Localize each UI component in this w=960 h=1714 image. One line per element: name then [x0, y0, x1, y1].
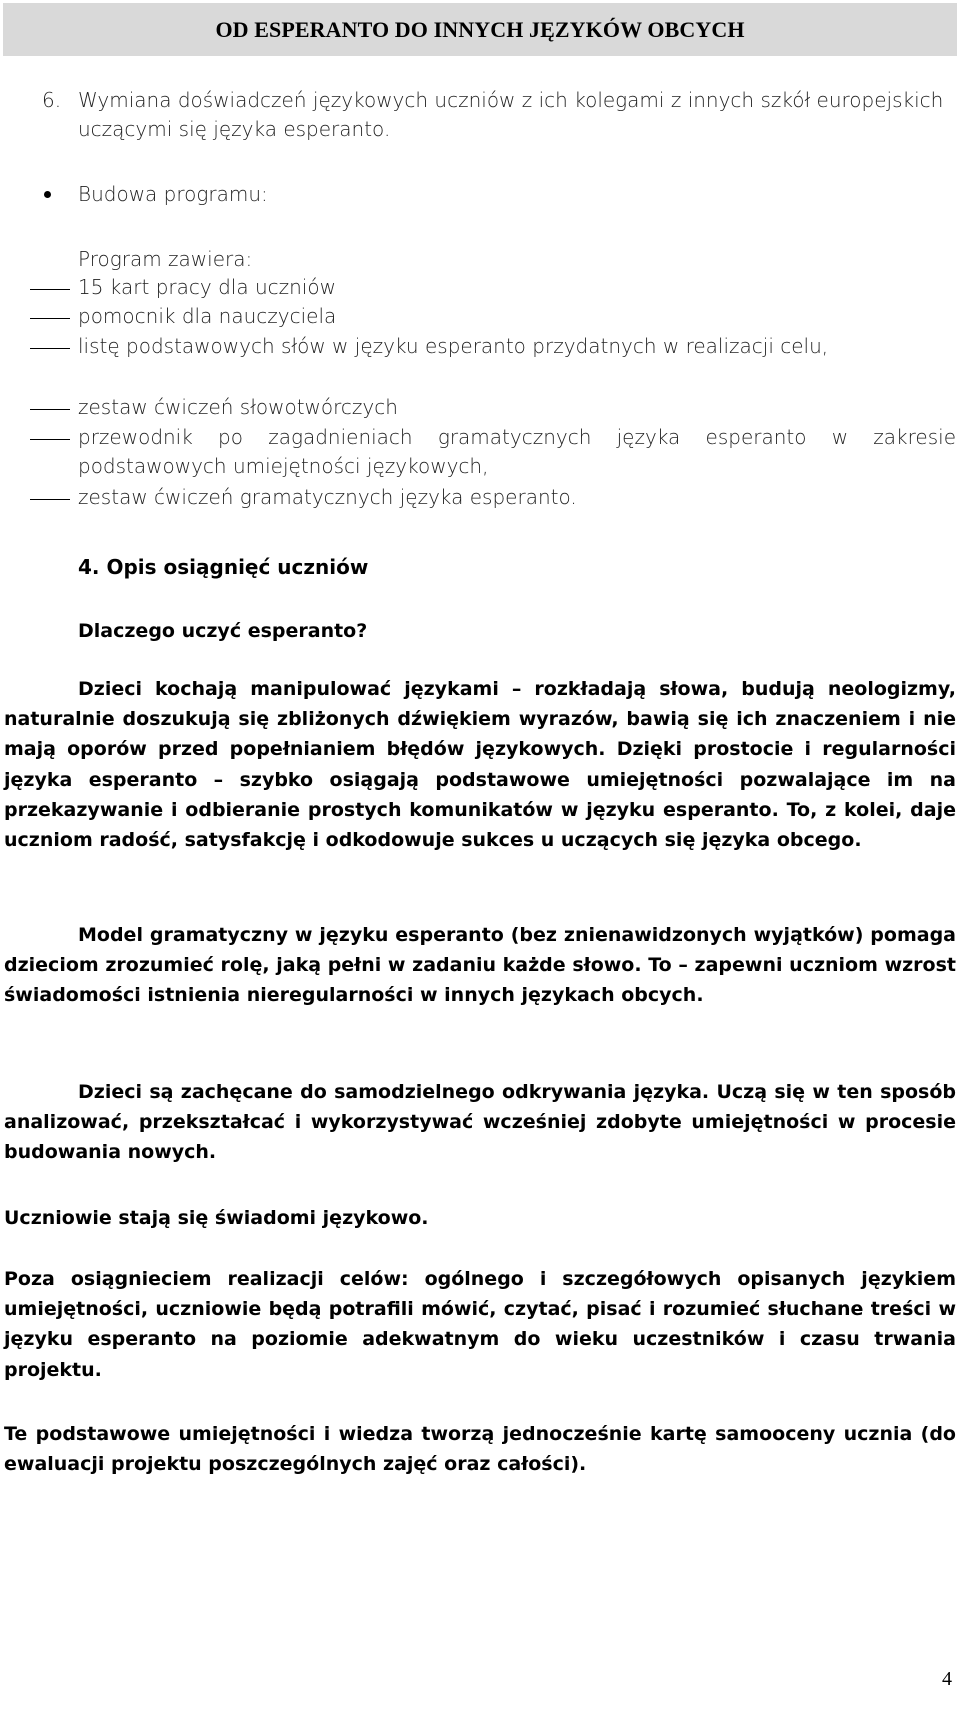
page-number: 4: [942, 1668, 952, 1690]
program-intro: Program zawiera:: [78, 247, 253, 271]
item-number: 6.: [42, 88, 62, 112]
dash-icon: [30, 439, 70, 440]
paragraph: Dzieci kochają manipulować językami – rozkładają słowa, budują neologizmy, naturalnie doszukują się zbliżonych dźwiękiem wyrazów, bawią się ich znaczeniem i nie mają oporów przed popełnianiem błędów językowych. Dzięki prostocie i regularności języka esperanto – szybko osiągają podstawowe umiejętności pozwalające im na przekazywanie i odbieranie prostych komunikatów w języku esperanto. To, z kolei, daje uczniom radość, satysfakcję i odkodowuje sukces u uczących się języka obcego.: [4, 678, 956, 852]
header-title: OD ESPERANTO DO INNYCH JĘZYKÓW OBCYCH: [215, 17, 745, 42]
paragraph: Model gramatyczny w języku esperanto (bez znienawidzonych wyjątków) pomaga dzieciom zrozumieć rolę, jaką pełni w zadaniu każde słowo. To – zapewni uczniom wzrost świadomości istnienia nieregularności w innych językach obcych.: [4, 924, 956, 1007]
program-item: zestaw ćwiczeń gramatycznych języka esperanto.: [78, 485, 577, 509]
dash-icon: [30, 289, 70, 290]
page-header: [3, 3, 957, 56]
section-subheading: Dlaczego uczyć esperanto?: [78, 620, 368, 642]
section-heading: 4. Opis osiągnięć uczniów: [78, 555, 369, 579]
program-bullet: Budowa programu:: [78, 182, 268, 206]
paragraph: Uczniowie stają się świadomi językowo.: [4, 1207, 429, 1229]
program-item: pomocnik dla nauczyciela: [78, 304, 337, 328]
program-item: przewodnik po zagadnieniach gramatycznych języka esperanto w zakresie podstawowych umiejętności językowych,: [78, 425, 956, 478]
paragraph: Poza osiągnieciem realizacji celów: ogólnego i szczegółowych opisanych językiem umiejętności, uczniowie będą potrafili mówić, czytać, pisać i rozumieć słuchane treści w języku esperanto na poziomie adekwatnym do wieku uczestników i czasu trwania projektu.: [4, 1268, 956, 1381]
bullet-icon: [44, 191, 51, 198]
program-item: 15 kart pracy dla uczniów: [78, 275, 336, 299]
dash-icon: [30, 499, 70, 500]
dash-icon: [30, 348, 70, 349]
item-text: Wymiana doświadczeń językowych uczniów z ich kolegami z innych szkół europejskich uczącymi się języka esperanto.: [78, 88, 944, 141]
paragraph: Dzieci są zachęcane do samodzielnego odkrywania języka. Uczą się w ten sposób analizować, przekształcać i wykorzystywać wcześniej zdobyte umiejętności w procesie budowania nowych.: [4, 1081, 956, 1164]
dash-icon: [30, 409, 70, 410]
program-item: listę podstawowych słów w języku esperanto przydatnych w realizacji celu,: [78, 334, 829, 358]
paragraph: Te podstawowe umiejętności i wiedza tworzą jednocześnie kartę samooceny ucznia (do ewaluacji projektu poszczególnych zajęć oraz całości).: [4, 1423, 956, 1476]
dash-icon: [30, 318, 70, 319]
program-item: zestaw ćwiczeń słowotwórczych: [78, 395, 398, 419]
